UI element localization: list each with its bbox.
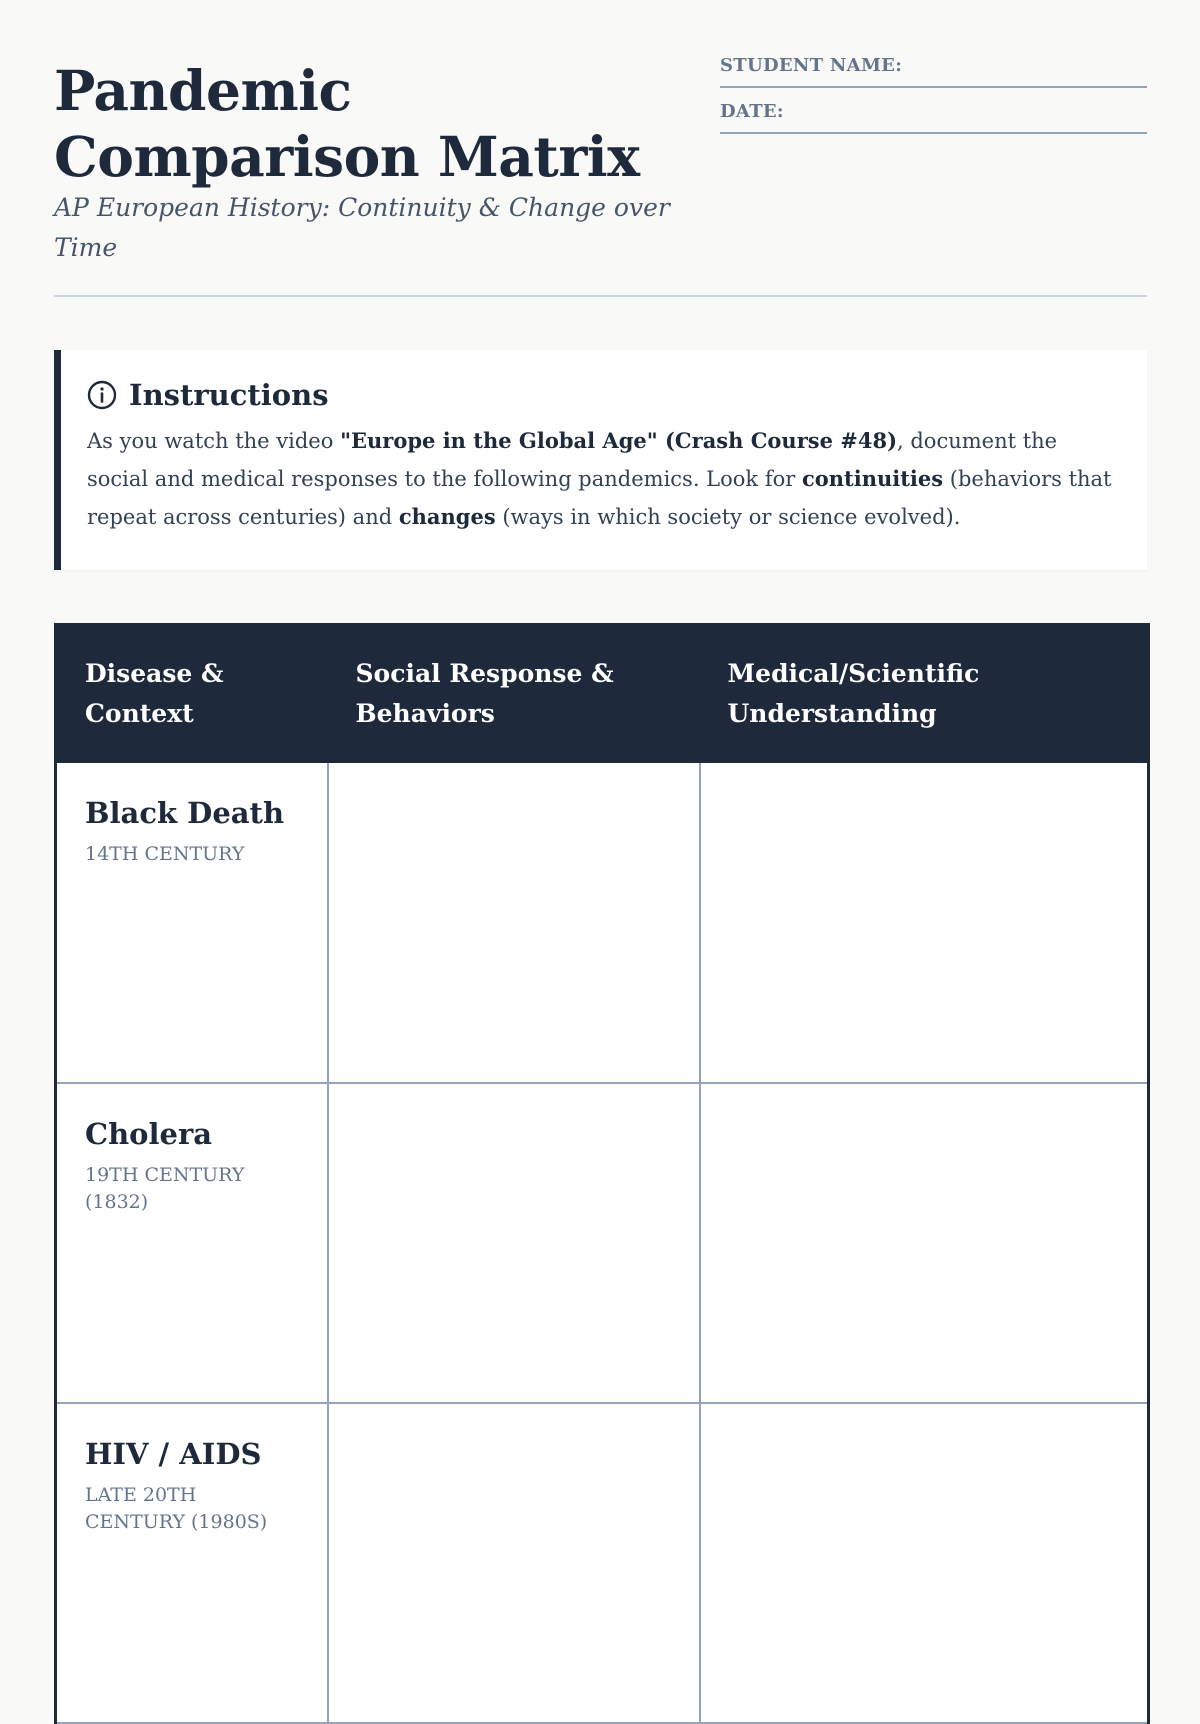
table-row <box>56 1403 1149 1723</box>
column-header-medical-understanding: Medical/Scientific Understanding <box>700 625 1149 763</box>
disease-name: Black Death <box>85 795 285 830</box>
student-name-field[interactable] <box>720 50 1147 88</box>
page-subtitle: AP European History: Continuity & Change over Time <box>54 193 670 262</box>
worksheet-header <box>54 0 1147 297</box>
social-response-cell[interactable] <box>328 1403 700 1723</box>
instructions-heading <box>87 378 1117 412</box>
instructions-text-part: (behaviors that repeat across centuries) and <box>87 467 1112 529</box>
worksheet-page <box>54 0 1147 1533</box>
column-header-disease: Disease & Context <box>56 625 328 763</box>
student-info-fields <box>720 50 1147 142</box>
disease-name: HIV / AIDS <box>85 1436 262 1471</box>
medical-understanding-cell[interactable] <box>700 1083 1149 1403</box>
medical-understanding-cell[interactable] <box>700 763 1149 1083</box>
changes-term: changes <box>398 504 496 529</box>
instructions-box <box>54 350 1147 570</box>
continuities-term: continuities <box>801 466 944 491</box>
table-row <box>56 763 1149 1083</box>
video-title: "Europe in the Global Age" (Crash Course #48) <box>340 428 898 453</box>
disease-era: LATE 20TH CENTURY (1980S) <box>85 1483 268 1533</box>
instructions-title: Instructions <box>129 378 329 412</box>
medical-understanding-cell[interactable] <box>700 1403 1149 1723</box>
column-header-social-response: Social Response & Behaviors <box>328 625 700 763</box>
instructions-text-part: , document the social and medical responses to the following pandemics. Look for <box>87 429 1058 491</box>
instructions-text-part: (ways in which society or science evolved). <box>495 505 961 529</box>
disease-era: 19TH CENTURY (1832) <box>85 1163 245 1213</box>
student-name-label: STUDENT NAME: <box>720 55 903 76</box>
table-header-row <box>56 625 1149 763</box>
table-row <box>56 1083 1149 1403</box>
disease-name: Cholera <box>85 1116 213 1151</box>
date-field[interactable] <box>720 96 1147 134</box>
social-response-cell[interactable] <box>328 1083 700 1403</box>
instructions-text-part: As you watch the video <box>87 429 341 453</box>
disease-cell <box>56 1083 328 1403</box>
disease-era: 14TH CENTURY <box>85 842 245 865</box>
disease-cell <box>56 1403 328 1723</box>
pandemic-comparison-table <box>54 623 1150 1724</box>
disease-cell <box>56 763 328 1083</box>
social-response-cell[interactable] <box>328 763 700 1083</box>
date-label: DATE: <box>720 101 784 122</box>
page-title: Pandemic Comparison Matrix <box>54 58 640 189</box>
info-circle-icon <box>87 380 117 410</box>
instructions-text <box>87 422 1117 536</box>
